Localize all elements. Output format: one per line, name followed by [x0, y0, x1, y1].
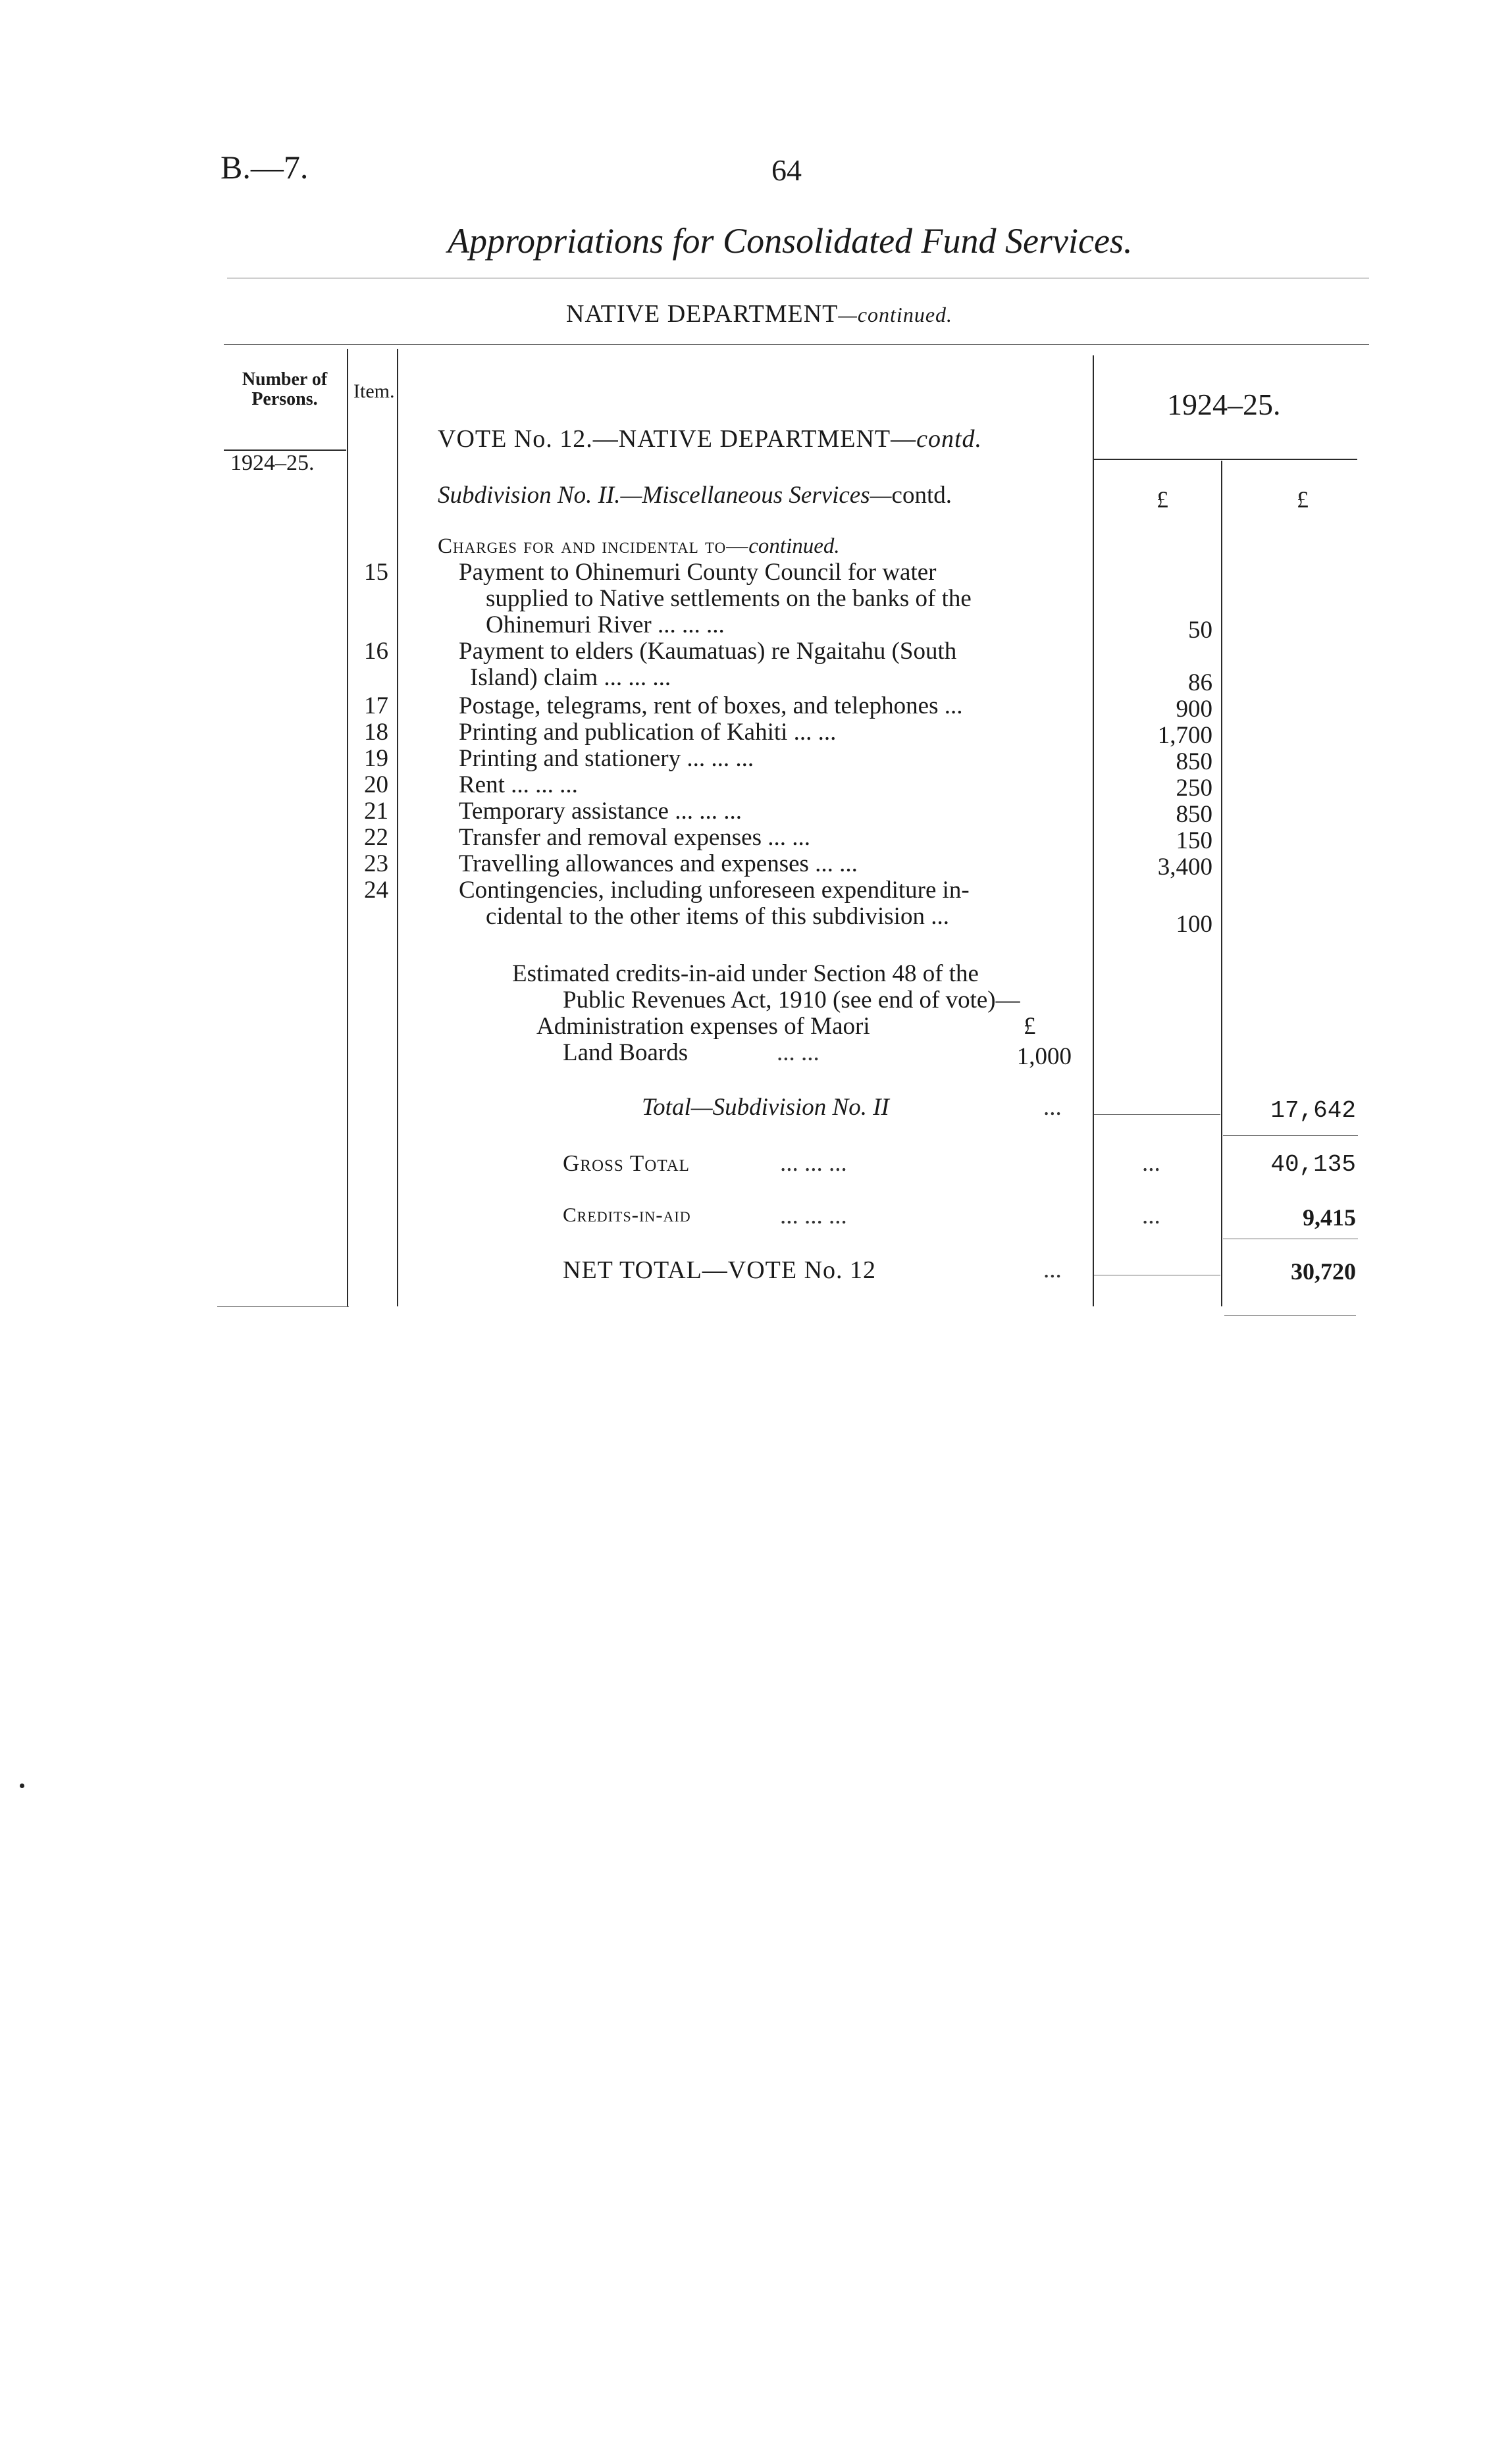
- credits-in-aid-value: 9,415: [1303, 1204, 1356, 1231]
- item-amount: 50: [1188, 617, 1212, 644]
- header-number-persons: Number of Persons.: [242, 369, 328, 409]
- charges-heading: [438, 534, 840, 558]
- department-continued: —continued.: [838, 303, 953, 326]
- item-description-line: Printing and stationery ... ... ...: [459, 745, 754, 772]
- item-amount: 150: [1176, 827, 1212, 854]
- vote-title: [438, 424, 982, 453]
- item-amount: 250: [1176, 775, 1212, 802]
- item-amount: 850: [1176, 801, 1212, 828]
- credits-note-line: Estimated credits-in-aid under Section 48 of the: [512, 960, 979, 987]
- pound-sign-total: £: [1297, 486, 1309, 513]
- item-description-line: cidental to the other items of this subdivision ...: [486, 903, 949, 930]
- gross-total-value: 40,135: [1270, 1151, 1356, 1178]
- year-header-rule: [1094, 459, 1357, 460]
- col-rule-amount: [1221, 461, 1222, 1306]
- item-description-line: supplied to Native settlements on the banks of the: [486, 585, 972, 612]
- item-number: 21: [364, 798, 388, 825]
- table-top-rule: [224, 344, 1369, 345]
- net-total-dots: ...: [1043, 1256, 1062, 1283]
- subdivision-contd: contd.: [891, 482, 952, 509]
- credits-note-amount: 1,000: [1016, 1043, 1072, 1070]
- item-number: 19: [364, 745, 388, 772]
- item-description-line: Ohinemuri River ... ... ...: [486, 611, 725, 638]
- charges-heading-cont: continued.: [748, 534, 840, 558]
- item-description-line: Transfer and removal expenses ... ...: [459, 824, 810, 851]
- header-item: Item.: [353, 380, 395, 402]
- item-number: 23: [364, 850, 388, 877]
- item-number: 17: [364, 692, 388, 719]
- credits-note-pound: £: [1024, 1013, 1036, 1040]
- credits-in-aid-dots: ... ... ...: [780, 1202, 847, 1229]
- ink-speck: [20, 1784, 24, 1788]
- credits-note-line: Public Revenues Act, 1910 (see end of vote)—: [563, 987, 1020, 1014]
- item-number: 22: [364, 824, 388, 851]
- item-description-line: Postage, telegrams, rent of boxes, and telephones ...: [459, 692, 963, 719]
- item-amount: 900: [1176, 696, 1212, 723]
- pound-sign-amount: £: [1157, 486, 1168, 513]
- item-number: 24: [364, 877, 388, 904]
- subdivision-total-dots: ...: [1043, 1094, 1062, 1121]
- subdivision-total-label: Total—Subdivision No. II: [642, 1094, 889, 1121]
- subdivision-heading: [438, 482, 952, 509]
- credits-amount-dots: ...: [1142, 1202, 1160, 1229]
- item-amount: 86: [1188, 669, 1212, 696]
- department-heading: [566, 299, 952, 328]
- page-title: Appropriations for Consolidated Fund Services.: [448, 221, 1133, 261]
- net-total-value: 30,720: [1291, 1258, 1356, 1285]
- item-description-line: Island) claim ... ... ...: [470, 664, 671, 691]
- subdivision-amount-rule: [1094, 1114, 1220, 1115]
- item-description-line: [459, 638, 956, 665]
- gross-total-dots: ... ... ...: [780, 1150, 847, 1177]
- col-rule-desc: [1093, 355, 1094, 1306]
- vote-title-contd: contd.: [916, 425, 983, 453]
- report-reference: B.—7.: [221, 149, 309, 186]
- subdivision-total-value: 17,642: [1270, 1097, 1356, 1124]
- header-year: 1924–25.: [1167, 388, 1281, 421]
- item-description-line: Temporary assistance ... ... ...: [459, 798, 742, 825]
- item-description-line: Travelling allowances and expenses ... ...: [459, 850, 858, 877]
- item-amount: 850: [1176, 748, 1212, 775]
- net-total-label: NET TOTAL—VOTE No. 12: [563, 1256, 877, 1284]
- item-description-line: Contingencies, including unforeseen expenditure in-: [459, 877, 970, 904]
- item-number: 18: [364, 719, 388, 746]
- page-number: 64: [771, 153, 802, 187]
- department-main: NATIVE DEPARTMENT: [566, 300, 839, 328]
- gross-total-label: Gross Total: [563, 1150, 690, 1176]
- item-amount: 1,700: [1157, 722, 1212, 749]
- col-rule-persons: [347, 349, 348, 1306]
- item-description-line: Payment to Ohinemuri County Council for water: [459, 559, 937, 586]
- vote-title-main: VOTE No. 12.—NATIVE DEPARTMENT—: [438, 425, 917, 453]
- subdivision-title: Subdivision No. II.—Miscellaneous Services—: [438, 482, 892, 509]
- item-number: 15: [364, 559, 388, 586]
- item-amount: 100: [1176, 911, 1212, 938]
- item-number: 20: [364, 771, 388, 798]
- persons-year: 1924–25.: [230, 451, 315, 475]
- item-description-line: Rent ... ... ...: [459, 771, 578, 798]
- credits-note-line: Administration expenses of Maori: [536, 1013, 870, 1040]
- item-number: 16: [364, 638, 388, 665]
- credits-note-line: Land Boards: [563, 1039, 689, 1066]
- charges-heading-text: Charges for and incidental to—: [438, 534, 749, 558]
- credits-note-dots: ... ...: [777, 1039, 819, 1066]
- item-amount: 3,400: [1157, 854, 1212, 881]
- item-description-line: Printing and publication of Kahiti ... ...: [459, 719, 837, 746]
- item-16-text: Payment to elders (Kaumatuas) re Ngaitahu (South: [459, 638, 957, 665]
- col-rule-item: [397, 349, 398, 1306]
- credits-in-aid-label: Credits-in-aid: [563, 1203, 691, 1226]
- bottom-rule-left: [217, 1306, 349, 1307]
- gross-amount-dots: ...: [1142, 1150, 1160, 1177]
- subdivision-total-rule: [1223, 1135, 1358, 1136]
- bottom-rule-right: [1224, 1315, 1356, 1316]
